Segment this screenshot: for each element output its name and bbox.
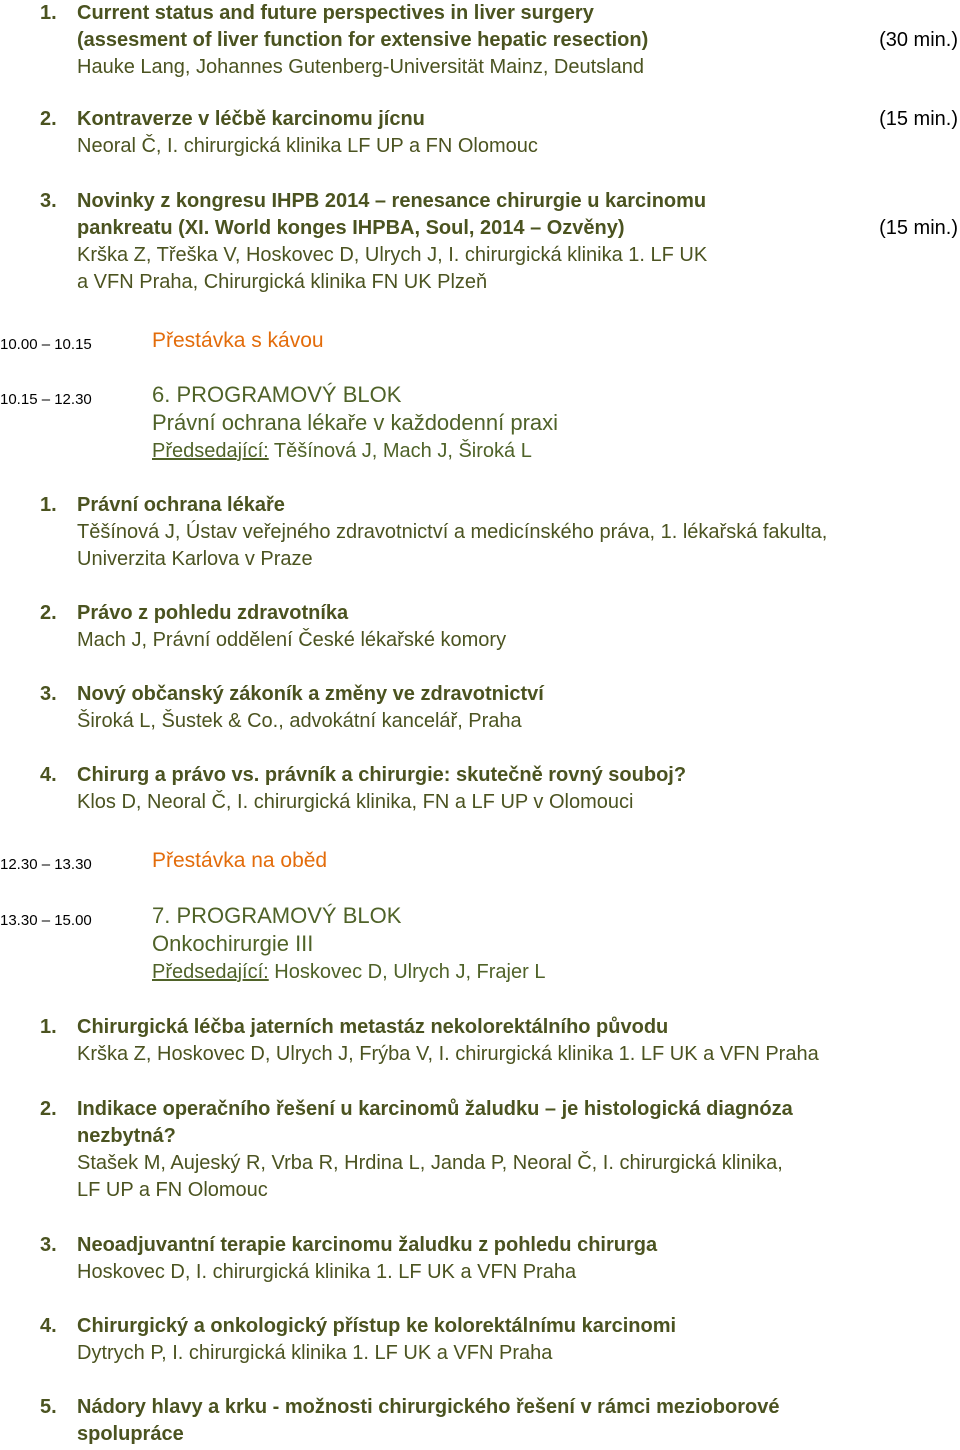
lecture-title: Právní ochrana lékaře [77,494,285,516]
block-heading: 7. PROGRAMOVÝ BLOK [152,903,402,928]
lecture-title: Právo z pohledu zdravotníka [77,602,349,624]
lecture-title: Indikace operačního řešení u karcinomů žaludku – je histologická diagnóza [77,1098,793,1120]
item-number: 4. [40,1315,57,1337]
break-label: Přestávka s kávou [152,329,324,352]
item-number: 3. [40,190,57,212]
item-number: 4. [40,764,57,786]
item-number: 2. [40,602,57,624]
block-title: Právní ochrana lékaře v každodenní praxi [152,410,559,435]
lecture-title: spolupráce [77,1423,184,1445]
item-number: 2. [40,108,57,130]
duration-label: (30 min.) [879,29,958,51]
lecture-authors: Stašek M, Aujeský R, Vrba R, Hrdina L, Janda P, Neoral Č, I. chirurgická klinika, [77,1152,783,1174]
chair-names: Těšínová J, Mach J, Široká L [268,440,532,462]
lecture-authors: Krška Z, Třeška V, Hoskovec D, Ulrych J, I. chirurgická klinika 1. LF UK [77,244,708,266]
lecture-title: Kontraverze v léčbě karcinomu jícnu [77,108,425,130]
lecture-authors: Dytrych P, I. chirurgická klinika 1. LF UK a VFN Praha [77,1342,553,1364]
lecture-authors: Krška Z, Hoskovec D, Ulrych J, Frýba V, I. chirurgická klinika 1. LF UK a VFN Praha [77,1043,819,1065]
item-number: 1. [40,2,57,24]
lecture-authors: Hoskovec D, I. chirurgická klinika 1. LF UK a VFN Praha [77,1261,577,1283]
duration-label: (15 min.) [879,108,958,130]
time-slot: 10.00 – 10.15 [0,336,92,353]
item-number: 3. [40,1234,57,1256]
item-number: 5. [40,1396,57,1418]
lecture-title: Chirurgická léčba jaterních metastáz nekolorektálního původu [77,1016,669,1038]
lecture-title: Nový občanský zákoník a změny ve zdravotnictví [77,683,544,705]
chair-label: Předsedající: [152,961,269,983]
time-slot: 12.30 – 13.30 [0,856,92,873]
chair-label: Předsedající: [152,440,269,462]
lecture-title: Nádory hlavy a krku - možnosti chirurgického řešení v rámci mezioborové [77,1396,780,1418]
lecture-authors: Široká L, Šustek & Co., advokátní kancelář, Praha [77,710,522,732]
lecture-title: Novinky z kongresu IHPB 2014 – renesance chirurgie u karcinomu [77,190,707,212]
lecture-authors: Neoral Č, I. chirurgická klinika LF UP a FN Olomouc [77,135,538,157]
time-slot: 13.30 – 15.00 [0,912,92,929]
lecture-title: pankreatu (XI. World konges IHPBA, Soul, 2014 – Ozvěny) [77,217,625,239]
lecture-authors: Mach J, Právní oddělení České lékařské komory [77,629,507,651]
duration-label: (15 min.) [879,217,958,239]
block-heading: 6. PROGRAMOVÝ BLOK [152,382,402,407]
lecture-title: Current status and future perspectives in liver surgery [77,2,594,24]
lecture-authors: LF UP a FN Olomouc [77,1179,268,1201]
lecture-title: (assesment of liver function for extensive hepatic resection) [77,29,649,51]
item-number: 3. [40,683,57,705]
lecture-authors: a VFN Praha, Chirurgická klinika FN UK Plzeň [77,271,488,293]
lecture-authors: Univerzita Karlova v Praze [77,548,313,570]
lecture-title: nezbytná? [77,1125,176,1147]
item-number: 2. [40,1098,57,1120]
lecture-title: Neoadjuvantní terapie karcinomu žaludku z pohledu chirurga [77,1234,658,1256]
lecture-authors: Hauke Lang, Johannes Gutenberg-Universität Mainz, Deutsland [77,56,644,78]
lecture-title: Chirurgický a onkologický přístup ke kolorektálnímu karcinomi [77,1315,677,1337]
lecture-authors: Těšínová J, Ústav veřejného zdravotnictví a medicínského práva, 1. lékařská fakulta, [77,521,828,543]
block-title: Onkochirurgie III [152,931,314,956]
break-label: Přestávka na oběd [152,849,328,872]
item-number: 1. [40,1016,57,1038]
lecture-title: Chirurg a právo vs. právník a chirurgie: skutečně rovný souboj? [77,764,687,786]
item-number: 1. [40,494,57,516]
time-slot: 10.15 – 12.30 [0,391,92,408]
chairpersons [152,958,545,986]
chairpersons [152,437,558,465]
lecture-authors: Klos D, Neoral Č, I. chirurgická klinika, FN a LF UP v Olomouci [77,791,634,813]
chair-names: Hoskovec D, Ulrych J, Frajer L [268,961,546,983]
